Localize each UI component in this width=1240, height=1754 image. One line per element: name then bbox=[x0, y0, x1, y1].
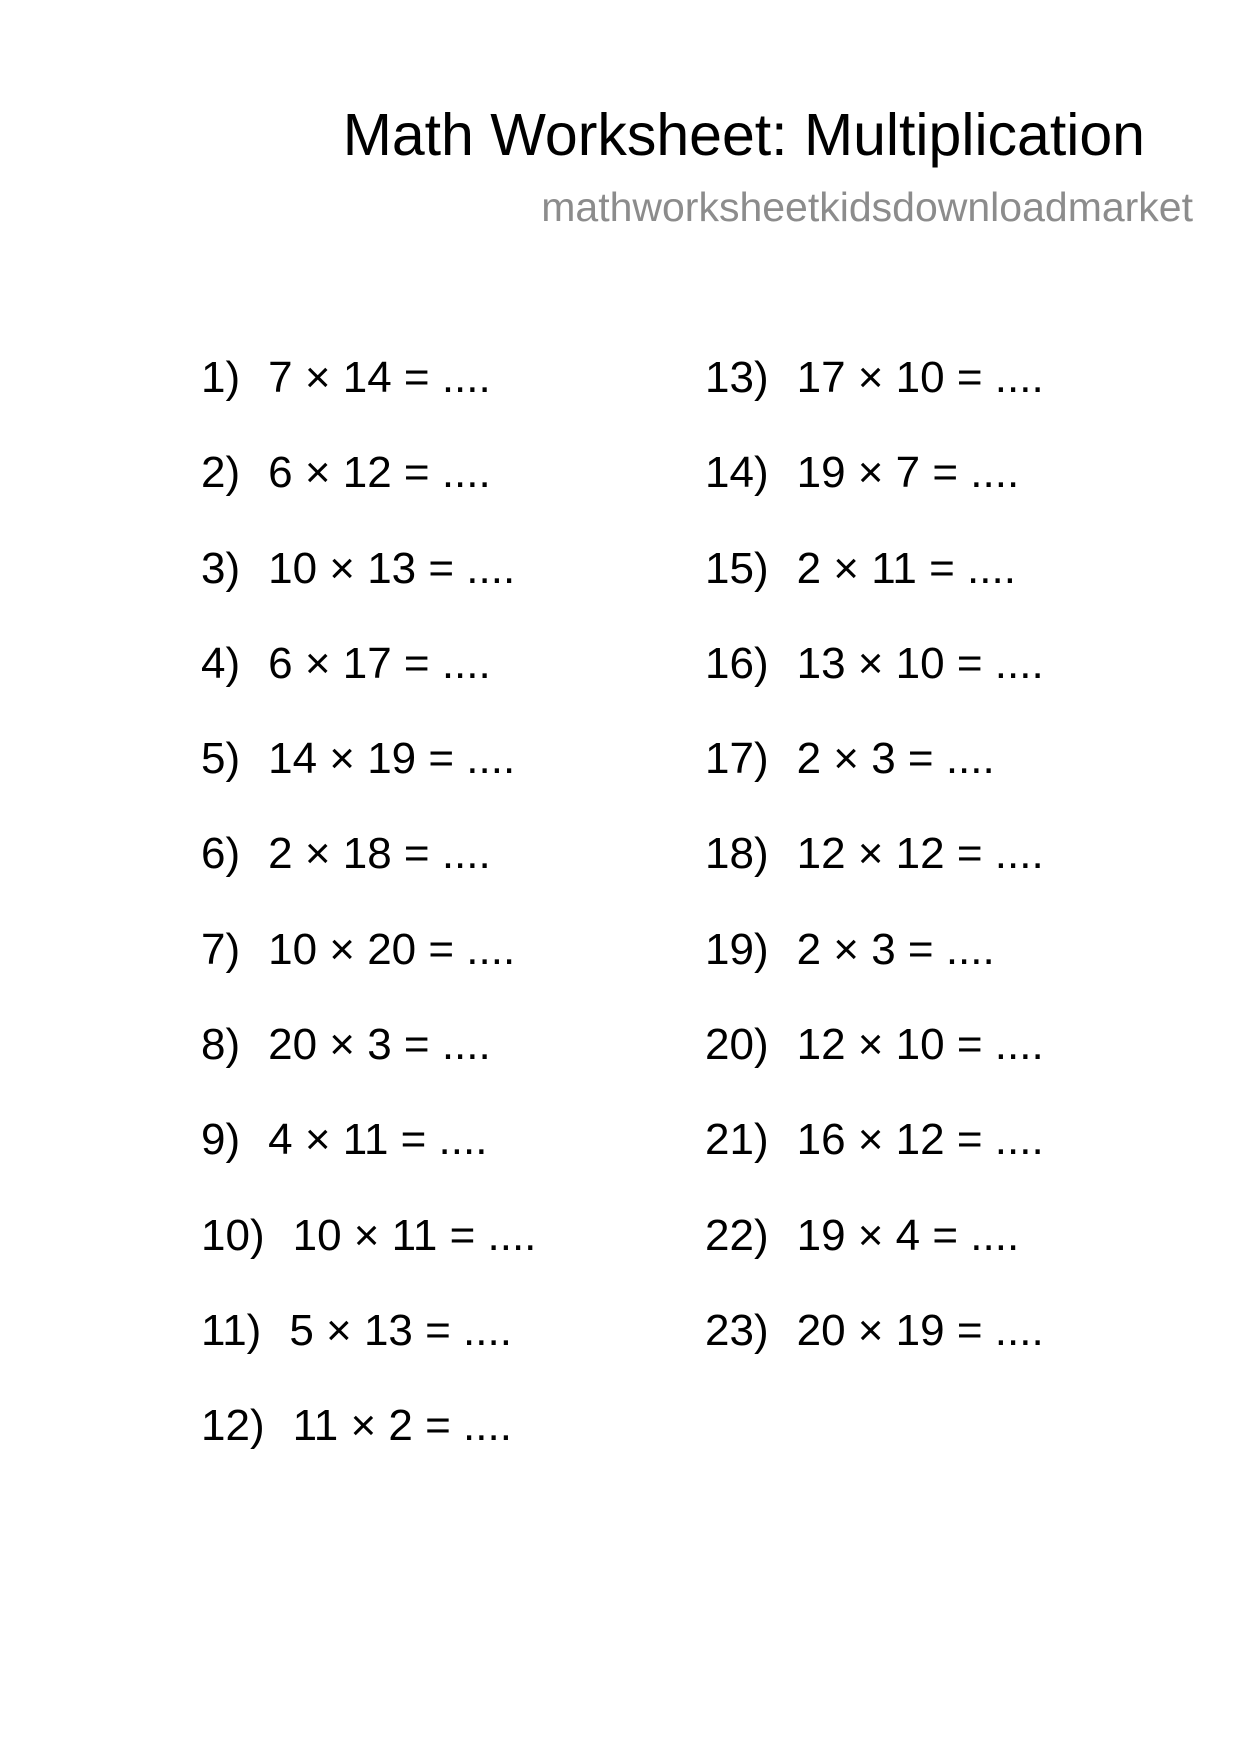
problem-number: 10) bbox=[201, 1210, 265, 1260]
problem-number: 23) bbox=[705, 1305, 769, 1355]
problem-item bbox=[201, 539, 536, 634]
problem-expression: 10 × 20 = .... bbox=[268, 924, 516, 974]
problem-item bbox=[201, 443, 536, 538]
problem-number: 21) bbox=[705, 1115, 769, 1165]
problem-item bbox=[201, 1110, 536, 1205]
problem-number: 3) bbox=[201, 543, 241, 593]
problem-expression: 19 × 4 = .... bbox=[796, 1210, 1020, 1260]
problem-number: 16) bbox=[705, 638, 769, 688]
problem-number: 15) bbox=[705, 543, 769, 593]
problem-number: 22) bbox=[705, 1210, 769, 1260]
problem-item bbox=[705, 539, 1044, 634]
problem-item bbox=[201, 824, 536, 919]
problem-expression: 11 × 2 = .... bbox=[292, 1401, 512, 1451]
problem-item bbox=[705, 1110, 1044, 1205]
problem-expression: 10 × 13 = .... bbox=[268, 543, 516, 593]
problem-expression: 10 × 11 = .... bbox=[292, 1210, 537, 1260]
problem-item bbox=[705, 920, 1044, 1015]
problem-expression: 5 × 13 = .... bbox=[289, 1305, 512, 1355]
problem-number: 12) bbox=[201, 1401, 265, 1451]
problem-expression: 2 × 3 = .... bbox=[796, 734, 995, 784]
problem-expression: 7 × 14 = .... bbox=[268, 353, 491, 402]
problem-number: 11) bbox=[201, 1305, 262, 1355]
problem-number: 19) bbox=[705, 924, 769, 974]
problem-item bbox=[705, 634, 1044, 729]
problem-item bbox=[705, 1301, 1044, 1396]
problem-expression: 12 × 12 = .... bbox=[796, 829, 1044, 879]
page-title: Math Worksheet: Multiplication bbox=[342, 102, 1145, 168]
problem-number: 20) bbox=[705, 1020, 769, 1070]
problem-expression: 6 × 17 = .... bbox=[268, 638, 491, 688]
problem-item bbox=[201, 348, 536, 443]
problem-number: 13) bbox=[705, 353, 769, 402]
problem-expression: 16 × 12 = .... bbox=[796, 1115, 1044, 1165]
problem-item bbox=[201, 1396, 536, 1491]
source-watermark: mathworksheetkidsdownloadmarket bbox=[541, 184, 1193, 230]
problem-item bbox=[705, 729, 1044, 824]
problem-expression: 2 × 18 = .... bbox=[268, 829, 491, 879]
problem-expression: 13 × 10 = .... bbox=[796, 638, 1044, 688]
problem-item bbox=[201, 920, 536, 1015]
problem-item bbox=[201, 634, 536, 729]
problem-item bbox=[201, 729, 536, 824]
problem-expression: 6 × 12 = .... bbox=[268, 448, 491, 498]
problem-number: 2) bbox=[201, 448, 241, 498]
problem-number: 8) bbox=[201, 1020, 241, 1070]
problem-item bbox=[201, 1301, 536, 1396]
problem-number: 7) bbox=[201, 924, 241, 974]
problem-item bbox=[705, 1015, 1044, 1110]
problem-item bbox=[705, 443, 1044, 538]
problem-item bbox=[705, 348, 1044, 443]
problem-list-right bbox=[705, 348, 1044, 1396]
problem-number: 18) bbox=[705, 829, 769, 879]
problem-number: 4) bbox=[201, 638, 241, 688]
problem-item bbox=[201, 1015, 536, 1110]
problem-number: 9) bbox=[201, 1115, 241, 1165]
problem-expression: 2 × 3 = .... bbox=[796, 924, 995, 974]
problem-number: 14) bbox=[705, 448, 769, 498]
problem-item bbox=[201, 1206, 536, 1301]
problem-item bbox=[705, 824, 1044, 919]
problem-expression: 20 × 19 = .... bbox=[796, 1305, 1044, 1355]
problem-number: 1) bbox=[201, 353, 241, 402]
problem-expression: 14 × 19 = .... bbox=[268, 734, 516, 784]
problem-expression: 4 × 11 = .... bbox=[268, 1115, 488, 1165]
problem-expression: 19 × 7 = .... bbox=[796, 448, 1020, 498]
problem-item bbox=[705, 1206, 1044, 1301]
problem-number: 6) bbox=[201, 829, 241, 879]
problem-number: 17) bbox=[705, 734, 769, 784]
problem-list-left bbox=[201, 348, 536, 1492]
problem-expression: 20 × 3 = .... bbox=[268, 1020, 491, 1070]
problem-number: 5) bbox=[201, 734, 241, 784]
problem-expression: 17 × 10 = .... bbox=[796, 353, 1044, 402]
problem-expression: 2 × 11 = .... bbox=[796, 543, 1016, 593]
problem-expression: 12 × 10 = .... bbox=[796, 1020, 1044, 1070]
